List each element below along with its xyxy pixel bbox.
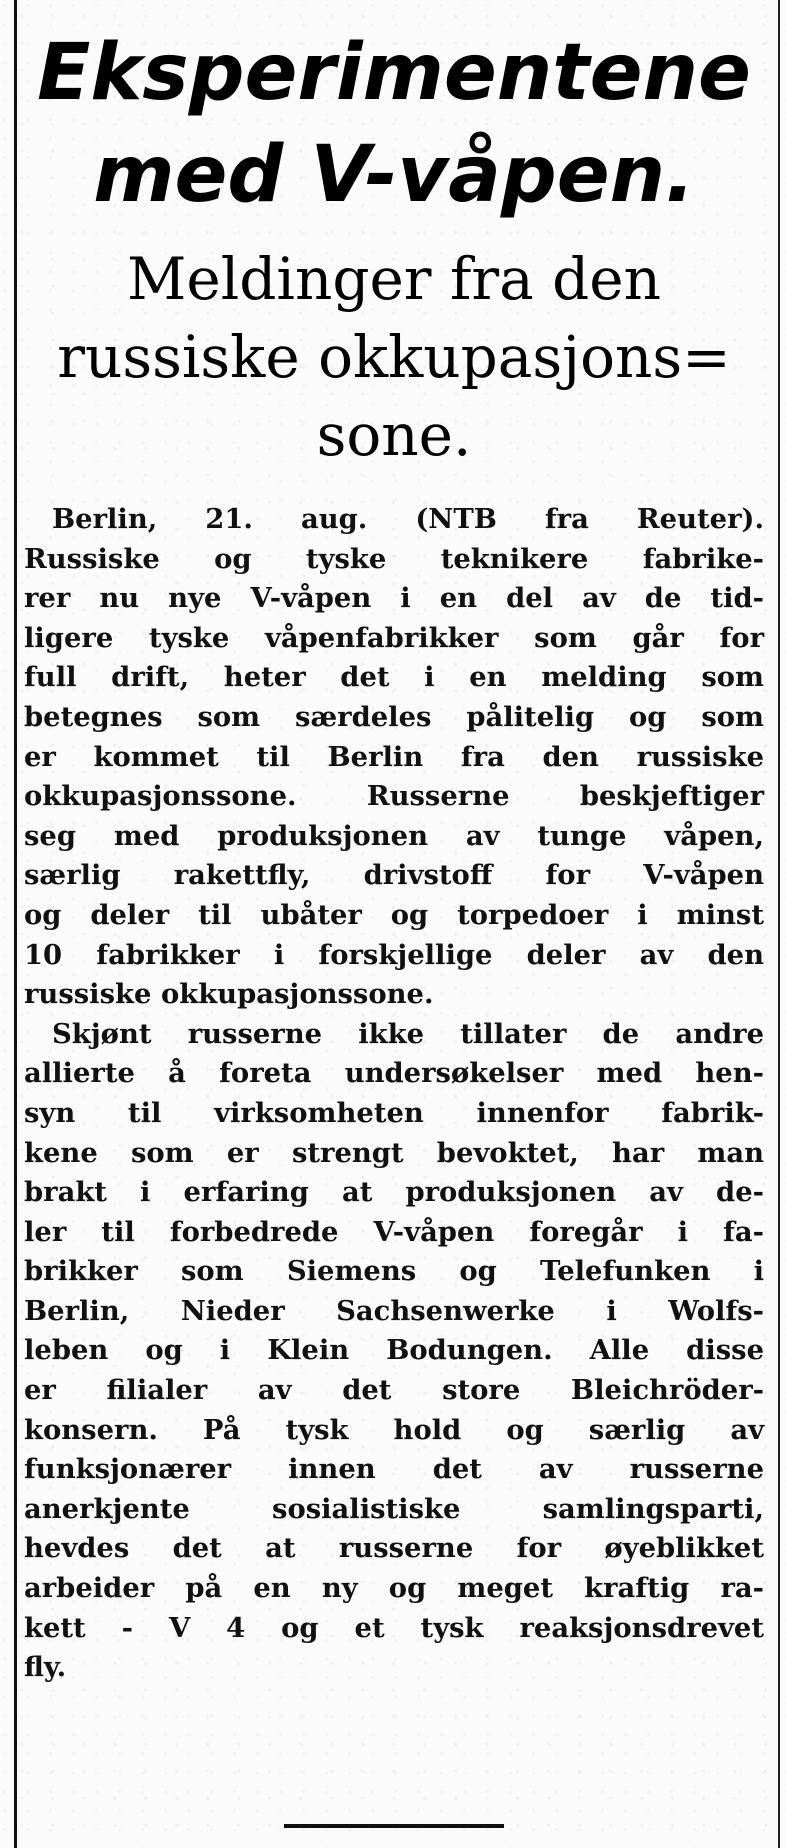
body-line: russiske okkupasjonssone. [24,978,434,1011]
headline-line-1: Eksperimentene [37,28,751,118]
body-line: brakt i erfaring at produksjonen av de- [24,1176,764,1209]
body-line: ler til forbedrede V-våpen foregår i fa- [24,1215,764,1248]
body-line: arbeider på en ny og meget kraftig ra- [24,1572,764,1605]
body-line: kett - V 4 og et tysk reaksjonsdrevet [24,1611,764,1644]
body-line: 10 fabrikker i forskjellige deler av den [24,938,764,971]
subheadline [24,240,764,474]
end-rule [284,1824,504,1828]
column-rule-left [14,0,17,1848]
body-line: kene som er strengt bevoktet, har man [24,1136,764,1169]
body-line: er kommet til Berlin fra den russiske [24,740,764,773]
body-line: ligere tyske våpenfabrikker som går for [24,621,764,654]
subheadline-line-3: sone. [316,401,472,469]
body-line: funksjonærer innen det av russerne [24,1453,764,1486]
body-line: leben og i Klein Bodungen. Alle disse [24,1334,764,1367]
subheadline-line-1: Meldinger fra den [127,245,661,313]
article-body [24,500,764,1688]
body-line: seg med produksjonen av tunge våpen, [24,819,764,852]
headline-line-2: med V-våpen. [93,130,695,220]
article-column [24,0,764,1848]
body-line: fly. [24,1651,67,1684]
body-line: og deler til ubåter og torpedoer i minst [24,898,764,931]
body-line: rer nu nye V-våpen i en del av de tid- [24,582,764,615]
body-line: okkupasjonssone. Russerne beskjeftiger [24,780,764,813]
body-line: særlig rakettfly, drivstoff for V-våpen [24,859,764,892]
body-line: konsern. På tysk hold og særlig av [24,1413,764,1446]
subheadline-line-2: russiske okkupasjons= [57,323,731,391]
body-line: full drift, heter det i en melding som [24,661,764,694]
body-line: Berlin, 21. aug. (NTB fra Reuter). [52,503,764,535]
body-line: anerkjente sosialistiske samlingsparti, [24,1492,764,1525]
body-line: hevdes det at russerne for øyeblikket [24,1532,764,1565]
body-line: er filialer av det store Bleichröder- [24,1374,764,1407]
headline [24,0,764,226]
body-line: brikker som Siemens og Telefunken i [24,1255,764,1288]
body-line: Russiske og tyske teknikere fabrike- [24,542,764,575]
body-line: betegnes som særdeles pålitelig og som [24,700,764,733]
body-line: Skjønt russerne ikke tillater de andre [52,1017,764,1050]
body-line: syn til virksomheten innenfor fabrik- [24,1096,764,1129]
body-line: Berlin, Nieder Sachsenwerke i Wolfs- [24,1294,764,1327]
body-line: allierte å foreta undersøkelser med hen- [24,1057,764,1090]
column-rule-right [778,0,780,1848]
